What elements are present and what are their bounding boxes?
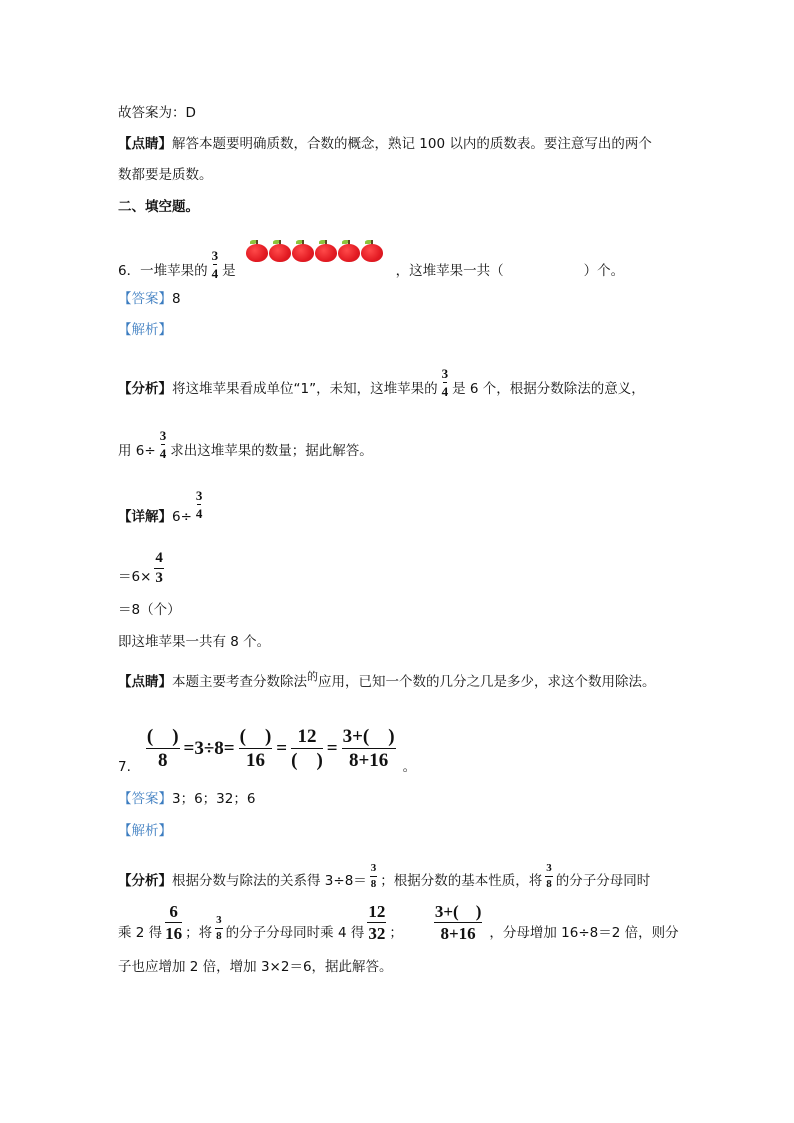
q6-analysis-label: 【解析】 xyxy=(118,322,172,338)
numerator: 3 xyxy=(370,862,377,874)
q7-fenxi-line2 xyxy=(118,898,679,942)
q6-fenxi-line2 xyxy=(118,418,373,460)
question-6 xyxy=(118,236,624,280)
apple-icon xyxy=(361,240,383,262)
tip-text-sup: 的 xyxy=(307,670,318,683)
tip-text-line2: 数都要是质数。 xyxy=(118,167,213,183)
numerator: 3 xyxy=(159,428,167,443)
answer-value: 8 xyxy=(172,291,181,307)
fraction xyxy=(195,489,204,520)
fraction xyxy=(154,551,164,586)
fraction xyxy=(159,429,168,460)
fraction xyxy=(165,903,182,942)
q7-answer xyxy=(118,790,255,808)
denominator: 8 xyxy=(216,930,222,942)
fraction xyxy=(367,903,386,942)
q6-step2 xyxy=(118,544,167,586)
numerator: 3 xyxy=(211,248,219,263)
tip-label: 【点睛】 xyxy=(118,674,172,690)
denominator: 8+16 xyxy=(440,924,476,943)
answer-label: 【答案】 xyxy=(118,291,172,307)
q6-tip xyxy=(118,668,656,691)
denominator: 16 xyxy=(245,750,265,771)
fenxi-text: 是 6 个，根据分数除法的意义， xyxy=(452,381,645,397)
q6-suffix: ，这堆苹果一共（ xyxy=(395,263,504,279)
section-title: 二、填空题。 xyxy=(118,199,199,215)
numerator-blank: ( ) xyxy=(239,726,272,747)
q7-equation xyxy=(143,727,399,770)
denominator: 4 xyxy=(211,266,219,281)
fenxi-text: 乘 2 得 xyxy=(118,925,163,941)
numerator: 3 xyxy=(546,862,552,874)
fraction xyxy=(441,367,450,398)
detail-expr: 6÷ xyxy=(172,509,192,525)
q7-number: 7. xyxy=(118,759,131,775)
numerator: 3 xyxy=(216,914,222,926)
equals: = xyxy=(276,737,288,759)
fraction xyxy=(434,903,483,942)
denominator: 4 xyxy=(159,446,167,461)
apple-icon xyxy=(338,240,360,262)
fenxi-text: ；根据分数的基本性质，将 xyxy=(380,873,543,889)
denominator-blank: ( ) xyxy=(291,750,323,771)
answer-line: 故答案为：D xyxy=(118,105,196,121)
denominator: 4 xyxy=(441,384,449,399)
fenxi-label: 【分析】 xyxy=(118,873,172,889)
fraction xyxy=(146,727,180,770)
apple-icon xyxy=(292,240,314,262)
tip-text: 解答本题要明确质数，合数的概念，熟记 100 以内的质数表。要注意写出的两个 xyxy=(172,136,652,152)
fenxi-text: 求出这堆苹果的数量；据此解答。 xyxy=(170,443,373,459)
tip-paragraph xyxy=(118,135,652,153)
denominator: 4 xyxy=(195,506,203,521)
q6-fenxi-line1 xyxy=(118,356,645,398)
tip-text: 本题主要考查分数除法 xyxy=(172,674,307,690)
fenxi-text: ，分母增加 16÷8＝2 倍，则分 xyxy=(489,925,679,941)
fenxi-text: ；将 xyxy=(185,925,213,941)
numerator: 4 xyxy=(155,550,163,566)
answer-label: 【答案】 xyxy=(118,791,172,807)
q6-detail xyxy=(118,484,206,526)
apple-icon xyxy=(246,240,268,262)
fenxi-text: 的分子分母同时 xyxy=(555,873,651,889)
q6-prefix: 6．一堆苹果的 xyxy=(118,263,208,279)
q6-conclusion: 即这堆苹果一共有 8 个。 xyxy=(118,634,271,650)
equation-middle: =3÷8= xyxy=(183,737,235,759)
q7-fenxi-line3: 子也应增加 2 倍，增加 3×2＝6，据此解答。 xyxy=(118,959,393,975)
numerator: 3 xyxy=(195,488,203,503)
numerator: 12 xyxy=(368,902,386,921)
denominator: 8 xyxy=(370,878,377,890)
denominator: 3 xyxy=(155,570,163,586)
fenxi-text: 将这堆苹果看成单位“1”，未知，这堆苹果的 xyxy=(172,381,438,397)
fenxi-text: 的分子分母同时乘 4 得 xyxy=(225,925,365,941)
fenxi-text: 根据分数与除法的关系得 3÷8＝ xyxy=(172,873,367,889)
q6-answer xyxy=(118,290,181,308)
denominator: 32 xyxy=(368,924,386,943)
tip-label: 【点睛】 xyxy=(118,136,172,152)
fenxi-label: 【分析】 xyxy=(118,381,172,397)
apple-icon xyxy=(269,240,291,262)
denominator: 8 xyxy=(546,878,552,890)
equals: = xyxy=(326,737,338,759)
q7-analysis-label: 【解析】 xyxy=(118,823,172,839)
fenxi-text: ； xyxy=(389,925,403,941)
fraction xyxy=(370,863,378,890)
numerator: 12 xyxy=(297,726,317,747)
tip-text: 应用，已知一个数的几分之几是多少，求这个数用除法。 xyxy=(318,674,656,690)
detail-label: 【详解】 xyxy=(118,509,172,525)
answer-value: 3；6；32；6 xyxy=(172,791,256,807)
fraction xyxy=(342,727,396,770)
fraction xyxy=(545,863,553,890)
step-text: ＝6× xyxy=(118,569,152,585)
numerator-blank: 3+( ) xyxy=(434,902,482,921)
apples-image xyxy=(246,240,396,280)
q6-step3: ＝8（个） xyxy=(118,602,181,618)
q6-blank-close: ）个。 xyxy=(583,263,625,279)
q6-fraction xyxy=(211,249,220,280)
denominator: 8+16 xyxy=(348,750,389,771)
period: 。 xyxy=(402,759,417,775)
q7-fenxi-line1 xyxy=(118,850,650,890)
apple-icon xyxy=(315,240,337,262)
fenxi-text: 用 6÷ xyxy=(118,443,156,459)
fraction xyxy=(291,727,323,770)
q6-is: 是 xyxy=(222,263,236,279)
numerator-blank: 3+( ) xyxy=(342,726,395,747)
denominator: 8 xyxy=(157,750,168,771)
denominator: 16 xyxy=(165,924,183,943)
numerator-blank: ( ) xyxy=(146,726,179,747)
fraction xyxy=(215,915,223,942)
numerator: 6 xyxy=(169,902,178,921)
question-7 xyxy=(118,728,416,776)
fraction xyxy=(239,727,273,770)
numerator: 3 xyxy=(441,366,449,381)
